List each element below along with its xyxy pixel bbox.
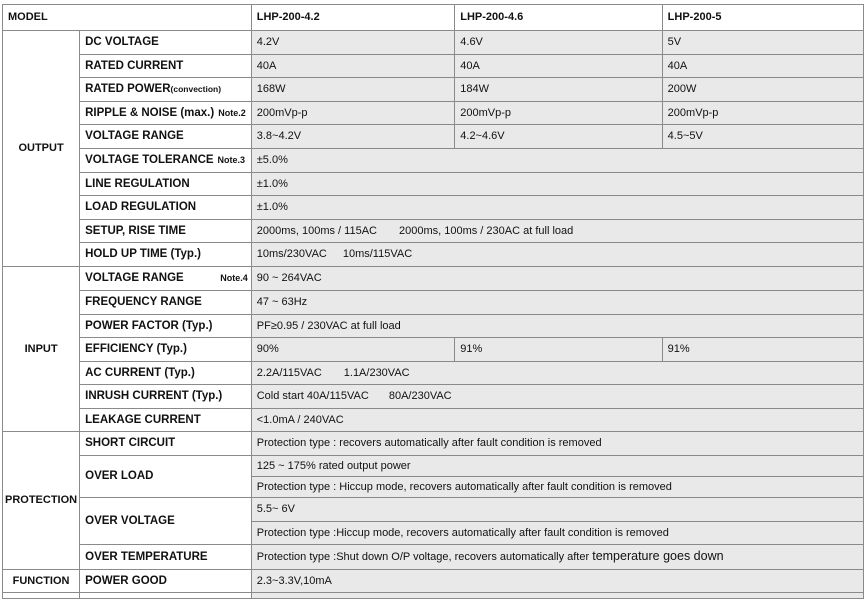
cut-off-cell-value [251,593,863,599]
model-header-label: MODEL [3,5,252,31]
value-ripple-noise-2: 200mVp-p [455,102,662,125]
value-setup-rise-time [251,220,863,243]
label-hold-up-time: HOLD UP TIME (Typ.) [80,243,252,267]
value-dc-voltage-1: 4.2V [251,31,455,55]
value-line-regulation: ±1.0% [251,173,863,196]
value-ac-current-230: 1.1A/230VAC [343,366,410,379]
label-rated-power-sub: (convection) [170,84,222,95]
row-over-voltage-1 [3,498,864,522]
row-ac-current [3,362,864,385]
label-input-voltage-range-text: VOLTAGE RANGE [85,272,184,285]
value-input-voltage-range: 90 ~ 264VAC [251,267,863,291]
header-row [3,5,864,31]
cut-off-cell-category [3,593,80,599]
value-efficiency-2: 91% [455,338,662,362]
label-rated-power [80,78,252,102]
row-output-voltage-range [3,125,864,149]
row-inrush-current [3,385,864,409]
row-input-voltage-range [3,267,864,291]
value-rated-current-2: 40A [455,55,662,78]
value-inrush-current [251,385,863,409]
label-short-circuit: SHORT CIRCUIT [80,432,252,456]
note-3: Note.3 [217,155,246,166]
value-rated-power-3: 200W [662,78,863,102]
value-rated-power-2: 184W [455,78,662,102]
label-over-load: OVER LOAD [80,456,252,498]
note-2: Note.2 [218,107,246,118]
category-function: FUNCTION [3,570,80,593]
label-ripple-noise [80,102,252,125]
row-leakage-current [3,409,864,432]
label-dc-voltage: DC VOLTAGE [80,31,252,55]
value-ripple-noise-3: 200mVp-p [662,102,863,125]
value-over-temperature-b: temperature goes down [592,549,724,564]
value-hold-up-time [251,243,863,267]
value-over-temperature [251,545,863,570]
value-over-load-range: 125 ~ 175% rated output power [251,456,863,477]
label-load-regulation: LOAD REGULATION [80,196,252,220]
value-power-good: 2.3~3.3V,10mA [251,570,863,593]
value-dc-voltage-2: 4.6V [455,31,662,55]
category-input: INPUT [3,267,80,432]
value-short-circuit: Protection type : recovers automatically after fault condition is removed [251,432,863,456]
value-rated-power-1: 168W [251,78,455,102]
label-power-factor: POWER FACTOR (Typ.) [80,315,252,338]
value-over-temperature-a: Protection type :Shut down O/P voltage, recovers automatically after [256,551,590,564]
label-rated-current: RATED CURRENT [80,55,252,78]
value-rated-current-1: 40A [251,55,455,78]
label-ripple-noise-text: RIPPLE & NOISE (max.) [85,106,215,119]
value-frequency-range: 47 ~ 63Hz [251,291,863,315]
label-input-voltage-range [80,267,252,291]
value-setup-rise-115: 2000ms, 100ms / 115AC [256,224,377,237]
value-efficiency-1: 90% [251,338,455,362]
note-4: Note.4 [220,272,248,283]
row-rated-current [3,55,864,78]
value-dc-voltage-3: 5V [662,31,863,55]
model-name-2: LHP-200-4.6 [455,5,662,31]
value-voltage-tolerance: ±5.0% [251,149,863,173]
row-cut-off [3,593,864,599]
label-voltage-tolerance [80,149,252,173]
row-rated-power [3,78,864,102]
label-power-good: POWER GOOD [80,570,252,593]
value-hold-up-115: 10ms/115VAC [342,248,413,261]
value-setup-rise-230: 2000ms, 100ms / 230AC at full load [398,224,574,237]
label-setup-rise-time: SETUP, RISE TIME [80,220,252,243]
value-load-regulation: ±1.0% [251,196,863,220]
value-efficiency-3: 91% [662,338,863,362]
value-rated-current-3: 40A [662,55,863,78]
label-output-voltage-range: VOLTAGE RANGE [80,125,252,149]
row-short-circuit [3,432,864,456]
value-output-voltage-range-2: 4.2~4.6V [455,125,662,149]
label-inrush-current: INRUSH CURRENT (Typ.) [80,385,252,409]
label-rated-power-text: RATED POWER [85,83,171,96]
category-protection: PROTECTION [3,432,80,570]
row-line-regulation [3,173,864,196]
value-hold-up-230: 10ms/230VAC [256,248,327,261]
row-power-good [3,570,864,593]
row-over-temperature [3,545,864,570]
value-ac-current-115: 2.2A/115VAC [256,366,322,379]
value-power-factor: PF≥0.95 / 230VAC at full load [251,315,863,338]
row-dc-voltage [3,31,864,55]
value-leakage-current: <1.0mA / 240VAC [251,409,863,432]
label-voltage-tolerance-text: VOLTAGE TOLERANCE [85,154,214,167]
label-leakage-current: LEAKAGE CURRENT [80,409,252,432]
value-ac-current [251,362,863,385]
model-name-1: LHP-200-4.2 [251,5,455,31]
cut-off-cell-label [80,593,252,599]
value-output-voltage-range-1: 3.8~4.2V [251,125,455,149]
row-ripple-noise [3,102,864,125]
label-over-temperature: OVER TEMPERATURE [80,545,252,570]
row-efficiency [3,338,864,362]
value-over-load-protection: Protection type : Hiccup mode, recovers automatically after fault condition is removed [251,477,863,498]
label-ac-current: AC CURRENT (Typ.) [80,362,252,385]
value-inrush-230: 80A/230VAC [388,390,452,403]
row-frequency-range [3,291,864,315]
spec-table [2,4,864,599]
category-output: OUTPUT [3,31,80,267]
model-name-3: LHP-200-5 [662,5,863,31]
row-load-regulation [3,196,864,220]
label-frequency-range: FREQUENCY RANGE [80,291,252,315]
label-efficiency: EFFICIENCY (Typ.) [80,338,252,362]
row-voltage-tolerance [3,149,864,173]
row-setup-rise-time [3,220,864,243]
row-power-factor [3,315,864,338]
label-over-voltage: OVER VOLTAGE [80,498,252,545]
value-inrush-115: Cold start 40A/115VAC [256,390,369,403]
row-over-load-1 [3,456,864,477]
label-line-regulation: LINE REGULATION [80,173,252,196]
value-ripple-noise-1: 200mVp-p [251,102,455,125]
value-over-voltage-protection: Protection type :Hiccup mode, recovers automatically after fault condition is removed [251,522,863,545]
row-hold-up-time [3,243,864,267]
value-output-voltage-range-3: 4.5~5V [662,125,863,149]
value-over-voltage-range: 5.5~ 6V [251,498,863,522]
